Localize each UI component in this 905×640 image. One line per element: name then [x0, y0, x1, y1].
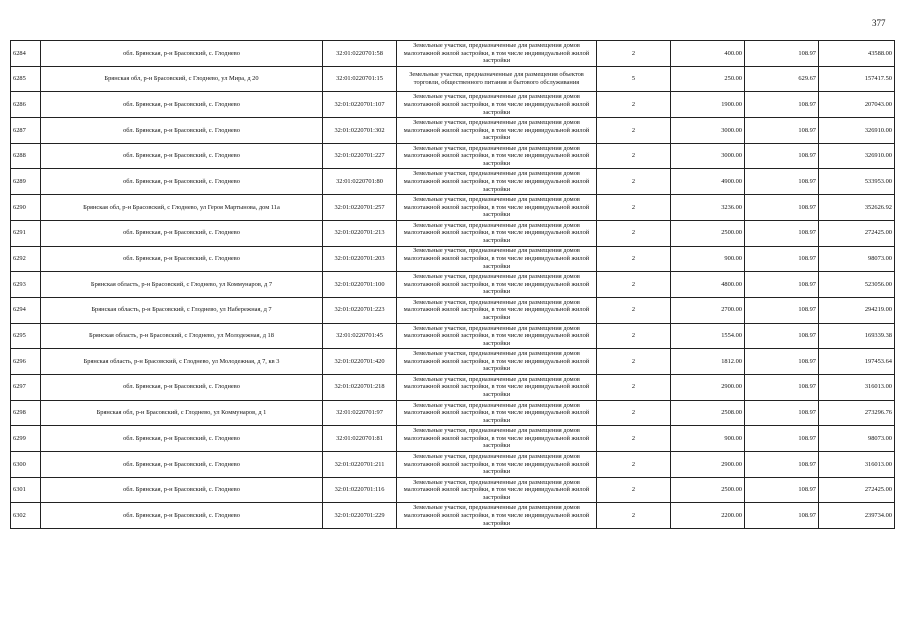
- specific-value-cell: 108.97: [745, 220, 819, 246]
- cadastral-number-cell: 32:01:0220701:107: [323, 92, 397, 118]
- category-code-cell: 5: [597, 66, 671, 92]
- row-number: 6289: [11, 169, 41, 195]
- cadastral-number-cell: 32:01:0220701:213: [323, 220, 397, 246]
- area-cell: 3236.00: [671, 195, 745, 221]
- category-code-cell: 2: [597, 272, 671, 298]
- address-cell: Брянская обл, р-н Брасовский, с Глоднево, ул Коммунаров, д 1: [41, 400, 323, 426]
- cadastral-value-cell: 316013.00: [819, 374, 895, 400]
- area-cell: 2900.00: [671, 452, 745, 478]
- category-code-cell: 2: [597, 297, 671, 323]
- table-row: [11, 143, 895, 169]
- table-row: [11, 349, 895, 375]
- row-number: 6300: [11, 452, 41, 478]
- area-cell: 900.00: [671, 246, 745, 272]
- cadastral-value-cell: 294219.00: [819, 297, 895, 323]
- category-code-cell: 2: [597, 118, 671, 144]
- specific-value-cell: 108.97: [745, 503, 819, 529]
- table-body: [11, 41, 895, 529]
- permitted-use-cell: Земельные участки, предназначенные для размещения домов малоэтажной жилой застройки, в том числе индивидуальной жилой застройки: [397, 426, 597, 452]
- area-cell: 2500.00: [671, 220, 745, 246]
- cadastral-number-cell: 32:01:0220701:257: [323, 195, 397, 221]
- specific-value-cell: 108.97: [745, 297, 819, 323]
- area-cell: 250.00: [671, 66, 745, 92]
- row-number: 6294: [11, 297, 41, 323]
- category-code-cell: 2: [597, 452, 671, 478]
- row-number: 6291: [11, 220, 41, 246]
- table-row: [11, 503, 895, 529]
- specific-value-cell: 108.97: [745, 426, 819, 452]
- row-number: 6295: [11, 323, 41, 349]
- cadastral-number-cell: 32:01:0220701:211: [323, 452, 397, 478]
- table-row: [11, 477, 895, 503]
- permitted-use-cell: Земельные участки, предназначенные для размещения домов малоэтажной жилой застройки, в том числе индивидуальной жилой застройки: [397, 323, 597, 349]
- address-cell: обл. Брянская, р-н Брасовский, с. Глоднево: [41, 374, 323, 400]
- permitted-use-cell: Земельные участки, предназначенные для размещения домов малоэтажной жилой застройки, в том числе индивидуальной жилой застройки: [397, 143, 597, 169]
- address-cell: Брянская область, р-н Брасовский, с Глоднево, ул Молодежная, д 7, кв 3: [41, 349, 323, 375]
- specific-value-cell: 108.97: [745, 323, 819, 349]
- row-number: 6287: [11, 118, 41, 144]
- address-cell: обл. Брянская, р-н Брасовский, с. Глоднево: [41, 41, 323, 67]
- permitted-use-cell: Земельные участки, предназначенные для размещения домов малоэтажной жилой застройки, в том числе индивидуальной жилой застройки: [397, 400, 597, 426]
- category-code-cell: 2: [597, 92, 671, 118]
- cadastral-number-cell: 32:01:0220701:97: [323, 400, 397, 426]
- row-number: 6296: [11, 349, 41, 375]
- category-code-cell: 2: [597, 374, 671, 400]
- permitted-use-cell: Земельные участки, предназначенные для размещения домов малоэтажной жилой застройки, в том числе индивидуальной жилой застройки: [397, 349, 597, 375]
- area-cell: 3000.00: [671, 143, 745, 169]
- cadastral-number-cell: 32:01:0220701:227: [323, 143, 397, 169]
- permitted-use-cell: Земельные участки, предназначенные для размещения домов малоэтажной жилой застройки, в том числе индивидуальной жилой застройки: [397, 169, 597, 195]
- address-cell: обл. Брянская, р-н Брасовский, с. Глоднево: [41, 143, 323, 169]
- table-row: [11, 41, 895, 67]
- permitted-use-cell: Земельные участки, предназначенные для размещения домов малоэтажной жилой застройки, в том числе индивидуальной жилой застройки: [397, 41, 597, 67]
- table-row: [11, 118, 895, 144]
- permitted-use-cell: Земельные участки, предназначенные для размещения домов малоэтажной жилой застройки, в том числе индивидуальной жилой застройки: [397, 503, 597, 529]
- specific-value-cell: 108.97: [745, 41, 819, 67]
- cadastral-number-cell: 32:01:0220701:15: [323, 66, 397, 92]
- cadastral-number-cell: 32:01:0220701:218: [323, 374, 397, 400]
- row-number: 6297: [11, 374, 41, 400]
- category-code-cell: 2: [597, 169, 671, 195]
- specific-value-cell: 108.97: [745, 143, 819, 169]
- cadastral-value-cell: 523056.00: [819, 272, 895, 298]
- cadastral-value-cell: 239734.00: [819, 503, 895, 529]
- cadastral-value-cell: 207043.00: [819, 92, 895, 118]
- cadastral-value-cell: 157417.50: [819, 66, 895, 92]
- permitted-use-cell: Земельные участки, предназначенные для размещения домов малоэтажной жилой застройки, в том числе индивидуальной жилой застройки: [397, 220, 597, 246]
- specific-value-cell: 108.97: [745, 246, 819, 272]
- cadastral-value-cell: 272425.00: [819, 220, 895, 246]
- row-number: 6293: [11, 272, 41, 298]
- table-row: [11, 169, 895, 195]
- address-cell: обл. Брянская, р-н Брасовский, с. Глоднево: [41, 477, 323, 503]
- table-row: [11, 374, 895, 400]
- specific-value-cell: 108.97: [745, 92, 819, 118]
- category-code-cell: 2: [597, 477, 671, 503]
- address-cell: Брянская область, р-н Брасовский, с Глоднево, ул Молодежная, д 18: [41, 323, 323, 349]
- address-cell: Брянская обл, р-н Брасовский, с Глоднево, ул Героя Мартынова, дом 11а: [41, 195, 323, 221]
- permitted-use-cell: Земельные участки, предназначенные для размещения домов малоэтажной жилой застройки, в том числе индивидуальной жилой застройки: [397, 118, 597, 144]
- cadastral-number-cell: 32:01:0220701:80: [323, 169, 397, 195]
- row-number: 6302: [11, 503, 41, 529]
- category-code-cell: 2: [597, 195, 671, 221]
- area-cell: 2700.00: [671, 297, 745, 323]
- area-cell: 1812.00: [671, 349, 745, 375]
- permitted-use-cell: Земельные участки, предназначенные для размещения домов малоэтажной жилой застройки, в том числе индивидуальной жилой застройки: [397, 297, 597, 323]
- cadastral-number-cell: 32:01:0220701:223: [323, 297, 397, 323]
- specific-value-cell: 108.97: [745, 118, 819, 144]
- cadastral-number-cell: 32:01:0220701:302: [323, 118, 397, 144]
- category-code-cell: 2: [597, 400, 671, 426]
- address-cell: обл. Брянская, р-н Брасовский, с. Глоднево: [41, 118, 323, 144]
- permitted-use-cell: Земельные участки, предназначенные для размещения объектов торговли, общественного питания и бытового обслуживания: [397, 66, 597, 92]
- table-row: [11, 400, 895, 426]
- area-cell: 2900.00: [671, 374, 745, 400]
- table-row: [11, 272, 895, 298]
- category-code-cell: 2: [597, 246, 671, 272]
- table-row: [11, 92, 895, 118]
- address-cell: обл. Брянская, р-н Брасовский, с. Глоднево: [41, 452, 323, 478]
- cadastral-number-cell: 32:01:0220701:116: [323, 477, 397, 503]
- cadastral-value-cell: 98073.00: [819, 246, 895, 272]
- cadastral-value-cell: 43588.00: [819, 41, 895, 67]
- address-cell: обл. Брянская, р-н Брасовский, с. Глоднево: [41, 220, 323, 246]
- land-registry-table: [10, 40, 895, 529]
- area-cell: 3000.00: [671, 118, 745, 144]
- area-cell: 1900.00: [671, 92, 745, 118]
- cadastral-value-cell: 98073.00: [819, 426, 895, 452]
- address-cell: обл. Брянская, р-н Брасовский, с. Глоднево: [41, 246, 323, 272]
- table-row: [11, 220, 895, 246]
- cadastral-value-cell: 273296.76: [819, 400, 895, 426]
- specific-value-cell: 108.97: [745, 272, 819, 298]
- permitted-use-cell: Земельные участки, предназначенные для размещения домов малоэтажной жилой застройки, в том числе индивидуальной жилой застройки: [397, 374, 597, 400]
- table-row: [11, 195, 895, 221]
- address-cell: Брянская область, р-н Брасовский, с Глоднево, ул Набережная, д 7: [41, 297, 323, 323]
- area-cell: 4800.00: [671, 272, 745, 298]
- category-code-cell: 2: [597, 503, 671, 529]
- row-number: 6299: [11, 426, 41, 452]
- specific-value-cell: 108.97: [745, 400, 819, 426]
- specific-value-cell: 108.97: [745, 477, 819, 503]
- permitted-use-cell: Земельные участки, предназначенные для размещения домов малоэтажной жилой застройки, в том числе индивидуальной жилой застройки: [397, 272, 597, 298]
- cadastral-value-cell: 533953.00: [819, 169, 895, 195]
- address-cell: обл. Брянская, р-н Брасовский, с. Глоднево: [41, 169, 323, 195]
- cadastral-value-cell: 316013.00: [819, 452, 895, 478]
- category-code-cell: 2: [597, 220, 671, 246]
- permitted-use-cell: Земельные участки, предназначенные для размещения домов малоэтажной жилой застройки, в том числе индивидуальной жилой застройки: [397, 246, 597, 272]
- area-cell: 1554.00: [671, 323, 745, 349]
- row-number: 6290: [11, 195, 41, 221]
- row-number: 6301: [11, 477, 41, 503]
- permitted-use-cell: Земельные участки, предназначенные для размещения домов малоэтажной жилой застройки, в том числе индивидуальной жилой застройки: [397, 92, 597, 118]
- specific-value-cell: 108.97: [745, 374, 819, 400]
- area-cell: 400.00: [671, 41, 745, 67]
- row-number: 6298: [11, 400, 41, 426]
- row-number: 6292: [11, 246, 41, 272]
- area-cell: 900.00: [671, 426, 745, 452]
- cadastral-number-cell: 32:01:0220701:81: [323, 426, 397, 452]
- specific-value-cell: 629.67: [745, 66, 819, 92]
- specific-value-cell: 108.97: [745, 195, 819, 221]
- cadastral-number-cell: 32:01:0220701:100: [323, 272, 397, 298]
- cadastral-value-cell: 197453.64: [819, 349, 895, 375]
- category-code-cell: 2: [597, 426, 671, 452]
- cadastral-number-cell: 32:01:0220701:229: [323, 503, 397, 529]
- area-cell: 4900.00: [671, 169, 745, 195]
- cadastral-value-cell: 326910.00: [819, 143, 895, 169]
- category-code-cell: 2: [597, 143, 671, 169]
- row-number: 6288: [11, 143, 41, 169]
- address-cell: обл. Брянская, р-н Брасовский, с. Глоднево: [41, 92, 323, 118]
- table-row: [11, 246, 895, 272]
- table-row: [11, 452, 895, 478]
- permitted-use-cell: Земельные участки, предназначенные для размещения домов малоэтажной жилой застройки, в том числе индивидуальной жилой застройки: [397, 452, 597, 478]
- cadastral-number-cell: 32:01:0220701:420: [323, 349, 397, 375]
- specific-value-cell: 108.97: [745, 349, 819, 375]
- area-cell: 2500.00: [671, 477, 745, 503]
- category-code-cell: 2: [597, 323, 671, 349]
- table-row: [11, 323, 895, 349]
- area-cell: 2508.00: [671, 400, 745, 426]
- address-cell: обл. Брянская, р-н Брасовский, с. Глоднево: [41, 426, 323, 452]
- row-number: 6285: [11, 66, 41, 92]
- permitted-use-cell: Земельные участки, предназначенные для размещения домов малоэтажной жилой застройки, в том числе индивидуальной жилой застройки: [397, 195, 597, 221]
- area-cell: 2200.00: [671, 503, 745, 529]
- specific-value-cell: 108.97: [745, 452, 819, 478]
- address-cell: обл. Брянская, р-н Брасовский, с. Глоднево: [41, 503, 323, 529]
- cadastral-value-cell: 169339.38: [819, 323, 895, 349]
- permitted-use-cell: Земельные участки, предназначенные для размещения домов малоэтажной жилой застройки, в том числе индивидуальной жилой застройки: [397, 477, 597, 503]
- specific-value-cell: 108.97: [745, 169, 819, 195]
- cadastral-value-cell: 272425.00: [819, 477, 895, 503]
- address-cell: Брянская область, р-н Брасовский, с Глоднево, ул Коммунаров, д 7: [41, 272, 323, 298]
- row-number: 6286: [11, 92, 41, 118]
- cadastral-number-cell: 32:01:0220701:45: [323, 323, 397, 349]
- cadastral-value-cell: 326910.00: [819, 118, 895, 144]
- table-row: [11, 426, 895, 452]
- category-code-cell: 2: [597, 41, 671, 67]
- cadastral-number-cell: 32:01:0220701:58: [323, 41, 397, 67]
- category-code-cell: 2: [597, 349, 671, 375]
- table-row: [11, 66, 895, 92]
- address-cell: Брянская обл, р-н Брасовский, с Глоднево, ул Мира, д 20: [41, 66, 323, 92]
- table-row: [11, 297, 895, 323]
- cadastral-value-cell: 352626.92: [819, 195, 895, 221]
- row-number: 6284: [11, 41, 41, 67]
- page-number: 377: [872, 18, 886, 28]
- cadastral-number-cell: 32:01:0220701:203: [323, 246, 397, 272]
